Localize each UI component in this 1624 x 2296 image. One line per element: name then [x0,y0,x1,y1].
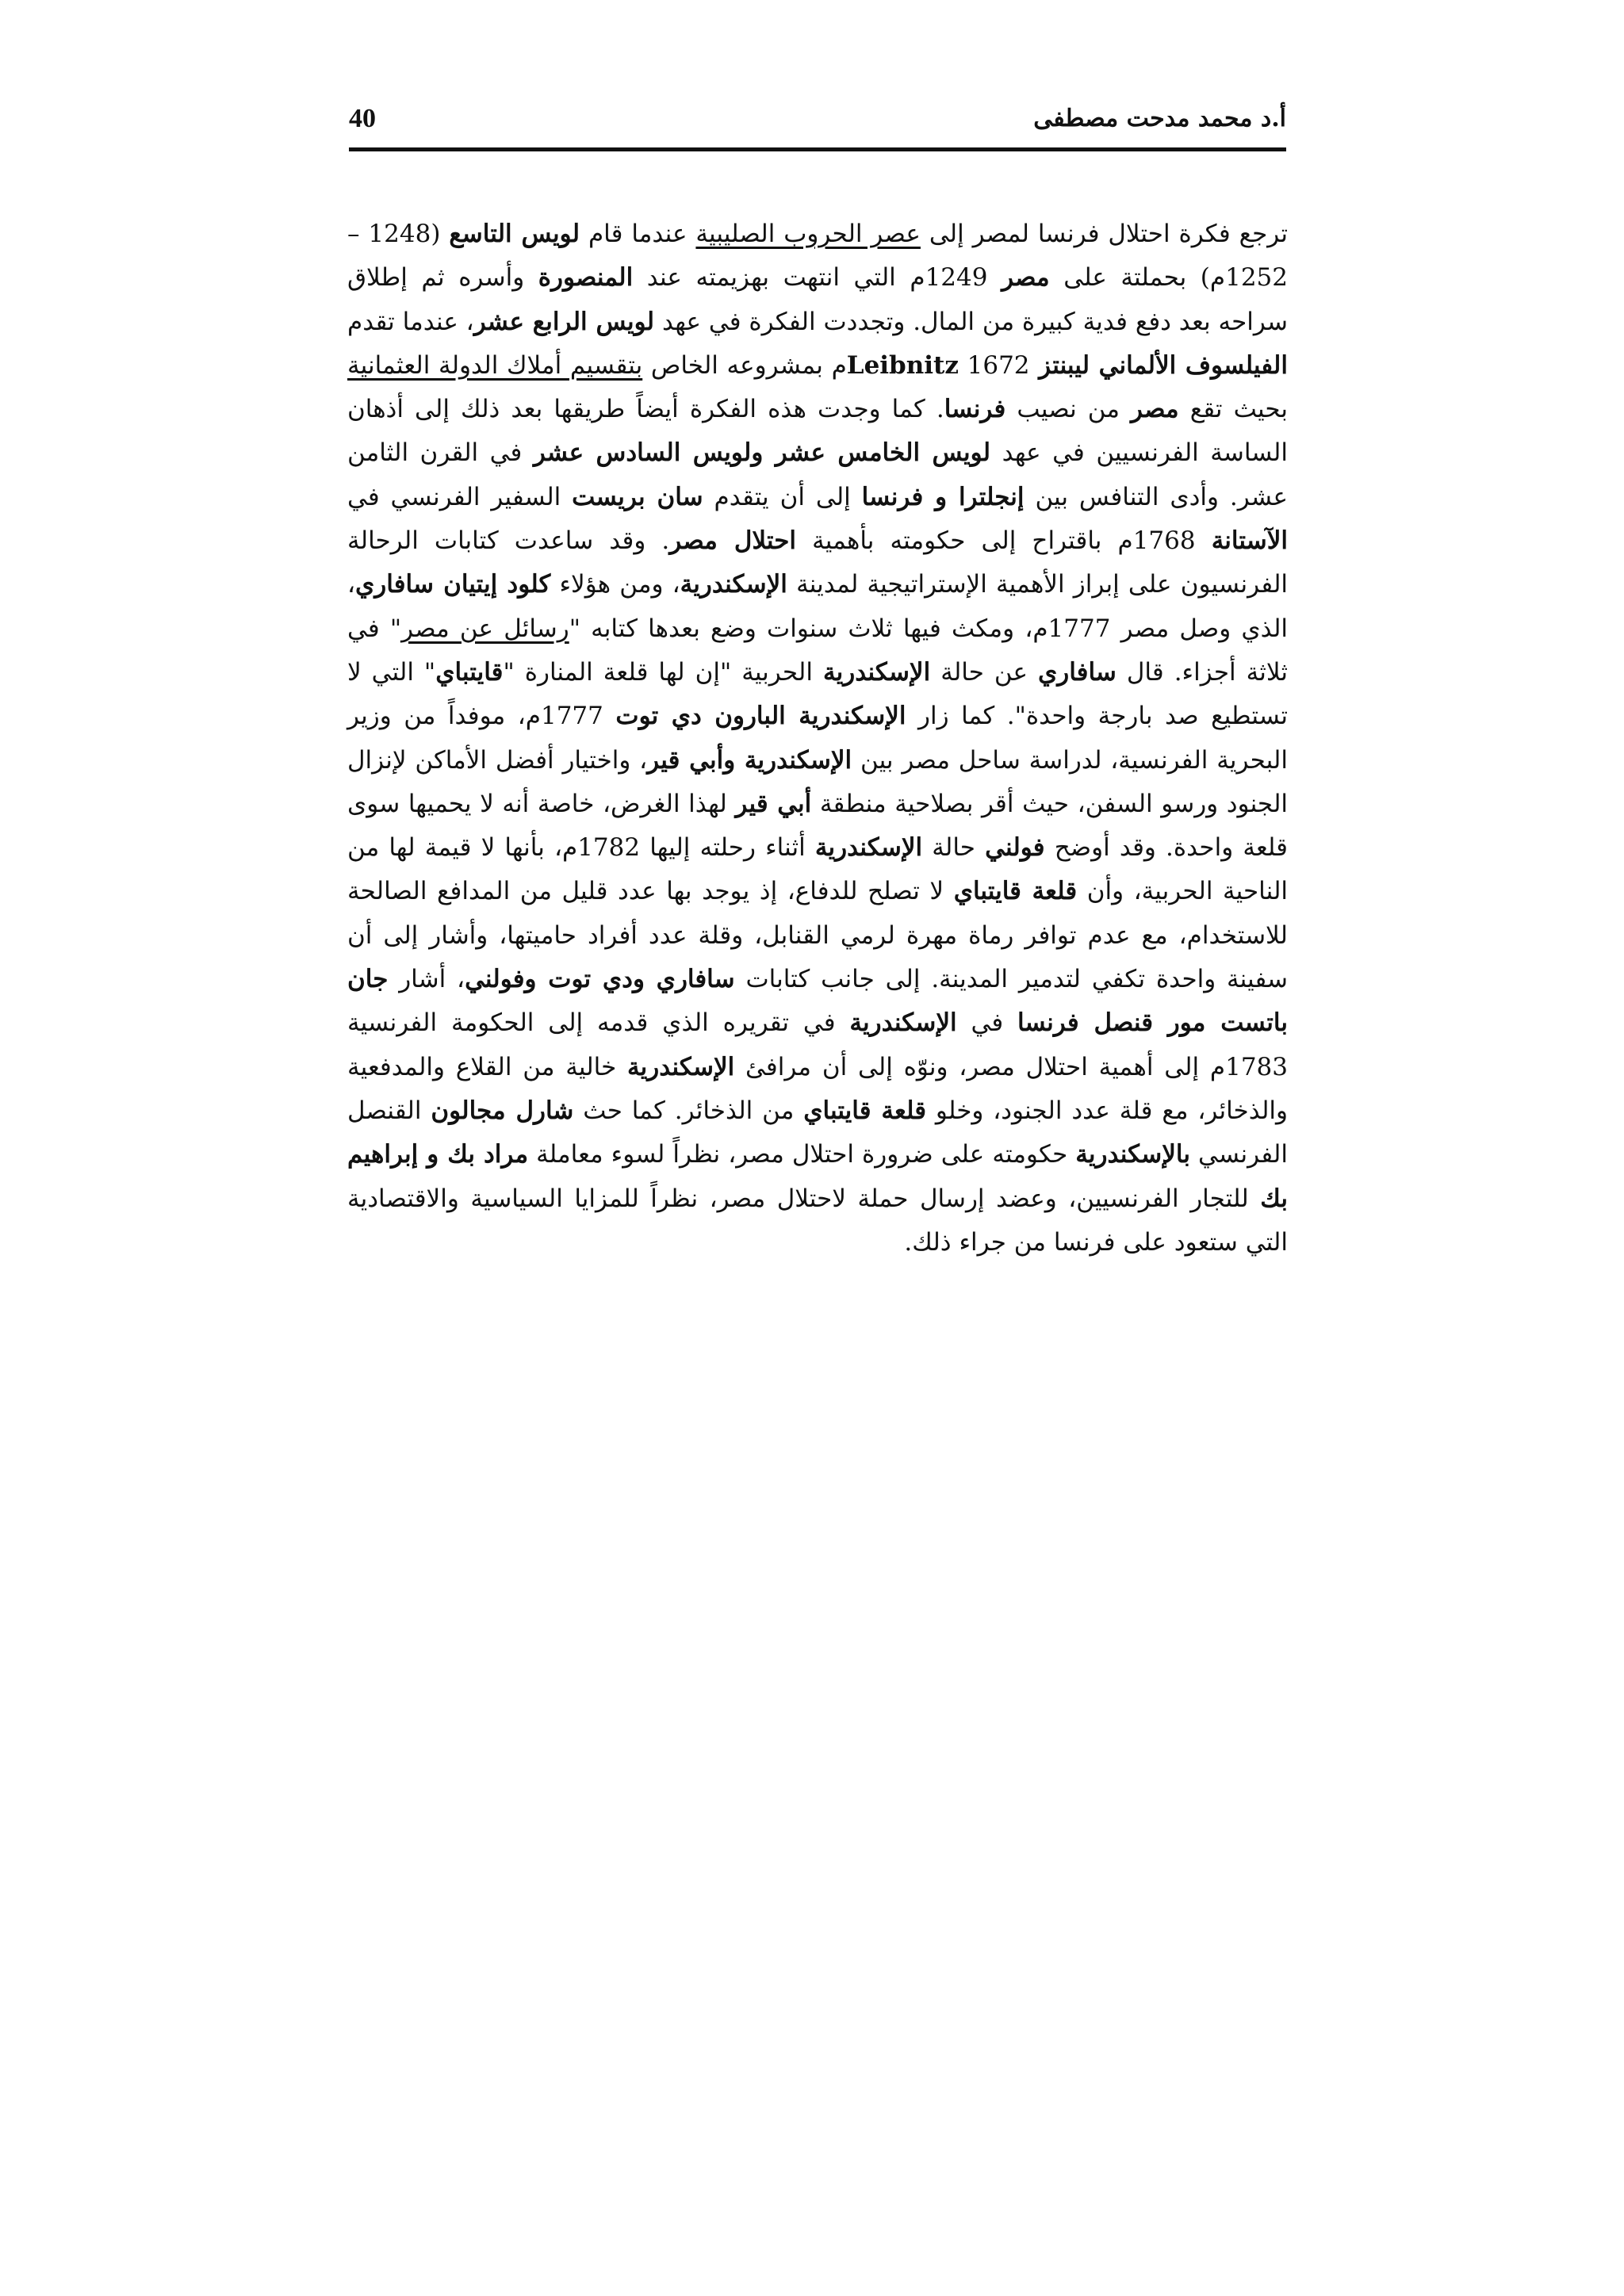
bold-term: مصر [1131,395,1179,424]
bold-term: الإسكندرية [627,1052,735,1081]
text-run: وأسره ثم إطلاق سراحه بعد دفع فدية كبيرة من المال. وتجددت الفكرة في عهد [347,263,1288,336]
text-run: بحيث تقع [1178,395,1288,424]
text-run: . كما وجدت هذه الفكرة أيضاً طريقها بعد ذلك إلى أذهان الساسة الفرنسيين في عهد [347,395,1288,468]
bold-term: سافاري ودي توت وفولني [465,965,735,994]
bold-term: جان باتست مور قنصل فرنسا [347,965,1288,1038]
text-run: " في ثلاثة أجزاء. قال [347,614,1288,687]
bold-term: الإسكندرية [849,1008,957,1038]
bold-term: فرنسا [944,395,1006,424]
text-run: لا تصلح للدفاع، إذ يوجد بها عدد قليل من المدافع الصالحة للاستخدام، مع عدم توافر رماة مهرة لرمي القنابل، وقلة عدد أفراد حاميتها، وأشار إلى أن سفينة واحدة تكفي لتدمير المدينة. إلى جانب كتابات [347,877,1289,994]
bold-term: الإسكندرية [822,657,931,687]
text-run: لهذا الغرض، خاصة أنه لا يحميها سوى قلعة واحدة. وقد أوضح [347,789,1288,863]
text-run: ، أشار [388,965,465,994]
text-run: القنصل الفرنسي [347,1096,1288,1169]
bold-term: مصر [1002,263,1050,293]
text-run: في [956,1008,1018,1038]
underlined-phrase: عصر الحروب الصليبية [695,220,921,248]
text-run: من الذخائر. كما حث [573,1096,804,1125]
bold-term: أبي قير [735,789,812,818]
bold-term: المنصورة [538,263,634,293]
bold-term: قلعة قايتباي [803,1096,927,1125]
text-run: ، واختيار أفضل الأماكن لإنزال الجنود ورسو السفن، حيث أقر بصلاحية منطقة [347,745,1288,818]
header-rule [349,147,1286,151]
text-run: ترجع فكرة احتلال فرنسا لمصر إلى [920,220,1289,248]
bold-term: الإسكندرية [680,570,787,599]
author-running-head: أ.د محمد مدحت مصطفى [1033,105,1286,132]
bold-term: قايتباي [435,657,504,687]
text-run: أثناء رحلته إليها 1782م، بأنها لا قيمة لها من الناحية الحربية، وأن [347,833,1289,906]
text-run: ، ومن هؤلاء [550,570,680,599]
bold-term: مراد بك و إبراهيم بك [347,1140,1288,1213]
text-run: . وقد ساعدت كتابات الرحالة الفرنسيون على إبراز الأهمية الإستراتيجية لمدينة [347,526,1289,599]
underlined-phrase: رسائل عن مصر [401,614,569,643]
text-run: ، عندما تقدم [347,307,474,336]
bold-term: فولني [985,833,1045,863]
text-run: الحربية "إن لها قلعة المنارة " [503,657,823,687]
underlined-phrase: بتقسيم أملاك الدولة العثمانية [347,350,643,380]
text-run: (1248 – 1252م) بحملتة على [347,220,1288,293]
text-run: من نصيب [1005,395,1132,424]
text-run: 1768م باقتراح إلى حكومته بأهمية [796,526,1212,556]
text-run: 1777م، موفداً من وزير البحرية الفرنسية، لدراسة ساحل مصر بين [347,702,1288,775]
page-number: 40 [349,104,376,133]
text-run: خالية من القلاع والمدفعية والذخائر، مع قلة عدد الجنود، وخلو [347,1052,1289,1125]
text-run: 1249م التي انتهت بهزيمته عند [633,263,1002,293]
bold-term: لويس التاسع [449,220,580,248]
text-run: ، الذي وصل مصر 1777م، ومكث فيها ثلاث سنوات وضع بعدها كتابه " [347,570,1288,643]
text-run: عندما قام [580,220,696,248]
bold-term: الإسكندرية البارون دي توت [615,702,906,731]
bold-term: سافاري [1037,657,1116,687]
text-run: " التي لا تستطيع صد بارجة واحدة". كما زار [347,657,1288,731]
bold-term: الإسكندرية [814,833,923,863]
bold-term: لويس الرابع عشر [473,307,655,336]
text-run: إلى أن يتقدم [703,482,862,511]
text-run: للتجار الفرنسيين، وعضد إرسال حملة لاحتلال مصر، نظراً للمزايا السياسية والاقتصادية التي ستعود على فرنسا من جراء ذلك. [347,1184,1288,1257]
bold-term: لويس الخامس عشر ولويس السادس عشر [533,438,991,468]
bold-term: الفيلسوف الألماني ليبنتز Leibnitz [846,350,1288,380]
text-run: حالة [922,833,986,863]
bold-term: قلعة قايتباي [953,877,1078,906]
text-run: في القرن الثامن عشر. وأدى التنافس بين [347,438,1289,511]
bold-term: الآستانة [1211,526,1289,556]
bold-term: احتلال مصر [669,526,797,556]
text-run: في تقريره الذي قدمه إلى الحكومة الفرنسية 1783م إلى أهمية احتلال مصر، ونوّه إلى أن مرافئ [347,1008,1288,1081]
text-run: عن حالة [930,657,1038,687]
bold-term: سان بريست [572,482,703,511]
text-run: 1672م بمشروعه الخاص [642,350,1030,380]
text-run: السفير الفرنسي في [347,482,573,511]
page-header [349,100,1286,149]
bold-term: إنجلترا و فرنسا [861,482,1025,511]
bold-term: الإسكندرية وأبي قير [647,745,852,775]
text-run: حكومته على ضرورة احتلال مصر، نظراً لسوء معاملة [528,1140,1076,1169]
bold-term: بالإسكندرية [1075,1140,1190,1169]
bold-term: كلود إيتيان سافاري [355,570,551,599]
bold-term: شارل مجالون [431,1096,574,1125]
body-paragraph [347,212,1288,1265]
